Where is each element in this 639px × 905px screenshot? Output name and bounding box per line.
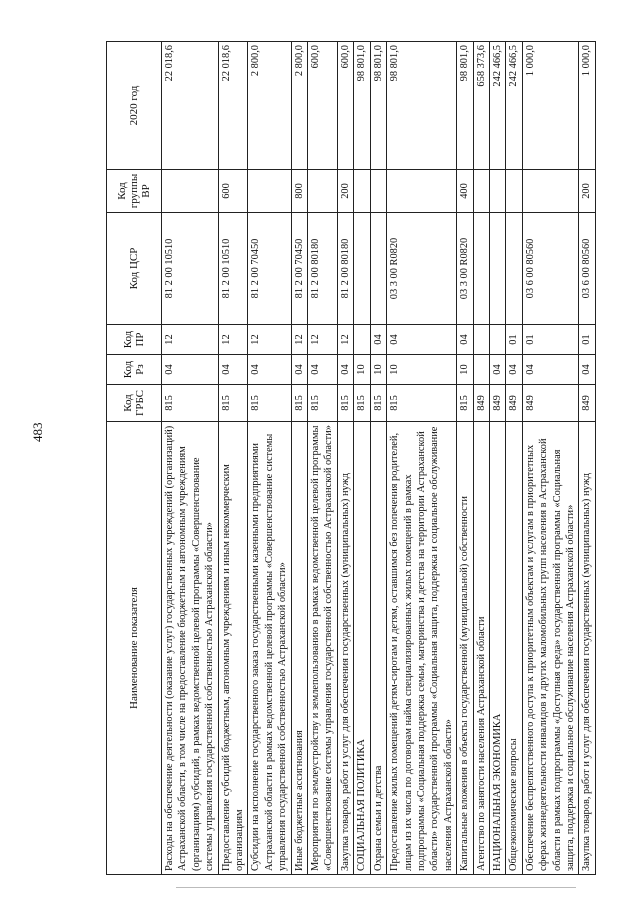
cell-rz: 04	[579, 355, 595, 385]
cell-rz: 04	[162, 355, 219, 385]
cell-name: Общеэкономические вопросы	[506, 422, 522, 875]
cell-grbs: 815	[370, 385, 386, 422]
cell-name: Обеспечение беспрепятственного доступа к приоритетным объектам и услугам в приоритетных сферах жизнедеятельности инвалидов и других маломобильных групп населения в Астраханской области в рамках подпрограммы «Доступная среда» государственной программы «Социальная защита, поддержка и социальное обслуживание населения Астраханской области»	[522, 422, 579, 875]
cell-vr	[248, 170, 291, 213]
cell-amount: 22 018,6	[218, 42, 248, 170]
header-name: Наименование показателя	[107, 422, 162, 875]
cell-pr: 12	[308, 325, 338, 355]
cell-amount: 600,0	[337, 42, 353, 170]
cell-grbs: 815	[387, 385, 457, 422]
cell-rz: 04	[522, 355, 579, 385]
cell-vr: 400	[457, 170, 473, 213]
cell-pr: 12	[248, 325, 291, 355]
cell-grbs: 849	[473, 385, 489, 422]
cell-grbs: 815	[354, 385, 370, 422]
cell-csr: 81 2 00 70450	[248, 213, 291, 325]
cell-csr	[506, 213, 522, 325]
cell-csr: 81 2 00 80180	[308, 213, 338, 325]
cell-vr	[506, 170, 522, 213]
cell-rz: 04	[489, 355, 505, 385]
cell-name: Закупка товаров, работ и услуг для обеспечения государственных (муниципальных) нужд	[337, 422, 353, 875]
cell-vr: 200	[579, 170, 595, 213]
cell-name: Расходы на обеспечение деятельности (оказание услуг) государственных учреждений (организаций) Астраханской области, в том числе на предоставление бюджетным и автономным учреждениям (организациям) субсидий, в рамках ведомственной целевой программы «Совершенствование системы управления государственной собственностью Астраханской области»	[162, 422, 219, 875]
cell-amount: 658 373,6	[473, 42, 489, 170]
cell-rz: 04	[291, 355, 307, 385]
cell-name: Субсидии на исполнение государственного заказа государственными казенными предприятиями Астраханской области в рамках ведомственной целевой программы «Совершенствование системы управления государственной собственностью Астраханской области»	[248, 422, 291, 875]
cell-csr	[370, 213, 386, 325]
cell-amount: 242 466,5	[489, 42, 505, 170]
cell-csr: 81 2 00 80180	[337, 213, 353, 325]
cell-pr	[489, 325, 505, 355]
cell-name: НАЦИОНАЛЬНАЯ ЭКОНОМИКА	[489, 422, 505, 875]
cell-grbs: 815	[162, 385, 219, 422]
cell-vr	[162, 170, 219, 213]
cell-csr: 03 6 00 80560	[522, 213, 579, 325]
cell-rz: 04	[218, 355, 248, 385]
cell-amount: 1 000,0	[579, 42, 595, 170]
cell-amount: 22 018,6	[162, 42, 219, 170]
cell-name: Предоставление субсидий бюджетным, автономным учреждениям и иным некоммерческим организациям	[218, 422, 248, 875]
cell-name: Капитальные вложения в объекты государственной (муниципальной) собственности	[457, 422, 473, 875]
cell-grbs: 815	[248, 385, 291, 422]
header-csr: Код ЦСР	[107, 213, 162, 325]
cell-grbs: 815	[308, 385, 338, 422]
cell-csr: 81 2 00 10510	[218, 213, 248, 325]
cell-csr: 03 3 00 R0820	[387, 213, 457, 325]
table-row	[473, 42, 489, 875]
cell-pr: 01	[579, 325, 595, 355]
cell-vr	[387, 170, 457, 213]
cell-csr	[473, 213, 489, 325]
cell-name: Мероприятия по землеустройству и землепользованию в рамках ведомственной целевой программы «Совершенствование системы управления государственной собственностью Астраханской области»	[308, 422, 338, 875]
cell-amount: 242 466,5	[506, 42, 522, 170]
cell-name: Агентство по занятости населения Астраханской области	[473, 422, 489, 875]
cell-csr: 03 6 00 80560	[579, 213, 595, 325]
cell-pr	[354, 325, 370, 355]
cell-amount: 1 000,0	[522, 42, 579, 170]
cell-name: Закупка товаров, работ и услуг для обеспечения государственных (муниципальных) нужд	[579, 422, 595, 875]
table-row	[162, 42, 219, 875]
cell-pr: 01	[506, 325, 522, 355]
cell-rz: 10	[387, 355, 457, 385]
header-year: 2020 год	[107, 42, 162, 170]
cell-rz: 10	[354, 355, 370, 385]
cell-grbs: 815	[291, 385, 307, 422]
table-row	[337, 42, 353, 875]
cell-pr	[473, 325, 489, 355]
cell-vr	[308, 170, 338, 213]
cell-amount: 98 801,0	[370, 42, 386, 170]
cell-grbs: 849	[506, 385, 522, 422]
table-row	[370, 42, 386, 875]
cell-rz: 04	[337, 355, 353, 385]
cell-grbs: 815	[337, 385, 353, 422]
cell-csr: 81 2 00 70450	[291, 213, 307, 325]
cell-grbs: 849	[522, 385, 579, 422]
cell-amount: 2 800,0	[248, 42, 291, 170]
table-row	[387, 42, 457, 875]
cell-pr: 04	[387, 325, 457, 355]
table-row	[308, 42, 338, 875]
cell-pr: 12	[337, 325, 353, 355]
cell-grbs: 849	[579, 385, 595, 422]
header-row	[107, 42, 162, 875]
cell-csr	[489, 213, 505, 325]
cell-amount: 2 800,0	[291, 42, 307, 170]
header-rz: Код Рз	[107, 355, 162, 385]
cell-amount: 98 801,0	[387, 42, 457, 170]
table-row	[506, 42, 522, 875]
table-row	[291, 42, 307, 875]
cell-pr: 04	[370, 325, 386, 355]
cell-vr	[522, 170, 579, 213]
page-bottom-rule	[176, 887, 576, 888]
cell-amount: 98 801,0	[354, 42, 370, 170]
cell-name: Охрана семьи и детства	[370, 422, 386, 875]
cell-rz: 04	[506, 355, 522, 385]
table-row	[489, 42, 505, 875]
header-pr: Код ПР	[107, 325, 162, 355]
cell-pr: 12	[218, 325, 248, 355]
cell-name: СОЦИАЛЬНАЯ ПОЛИТИКА	[354, 422, 370, 875]
cell-rz: 10	[457, 355, 473, 385]
table-row	[218, 42, 248, 875]
cell-pr: 04	[457, 325, 473, 355]
cell-vr: 800	[291, 170, 307, 213]
cell-name: Предоставление жилых помещений детям-сиротам и детям, оставшимся без попечения родителей, лицам из их числа по договорам найма специализированных жилых помещений в рамках подпрограммы «Социальная поддержка семьи, материнства и детства на территории Астраханской области» государственной программы «Социальная защита, поддержка и социальное обслуживание населения Астраханской области»	[387, 422, 457, 875]
cell-rz: 04	[248, 355, 291, 385]
cell-pr: 01	[522, 325, 579, 355]
table-row	[579, 42, 595, 875]
cell-pr: 12	[162, 325, 219, 355]
cell-csr: 03 3 00 R0820	[457, 213, 473, 325]
cell-grbs: 815	[457, 385, 473, 422]
cell-name: Иные бюджетные ассигнования	[291, 422, 307, 875]
table-row	[522, 42, 579, 875]
cell-vr	[473, 170, 489, 213]
cell-amount: 600,0	[308, 42, 338, 170]
cell-amount: 98 801,0	[457, 42, 473, 170]
cell-vr	[489, 170, 505, 213]
cell-csr: 81 2 00 10510	[162, 213, 219, 325]
cell-vr	[354, 170, 370, 213]
cell-rz: 10	[370, 355, 386, 385]
cell-grbs: 849	[489, 385, 505, 422]
table-row	[354, 42, 370, 875]
cell-rz	[473, 355, 489, 385]
header-vr: Код группы ВР	[107, 170, 162, 213]
cell-grbs: 815	[218, 385, 248, 422]
cell-vr: 200	[337, 170, 353, 213]
budget-table	[106, 41, 596, 875]
cell-rz: 04	[308, 355, 338, 385]
table-row	[457, 42, 473, 875]
cell-vr: 600	[218, 170, 248, 213]
cell-pr: 12	[291, 325, 307, 355]
page-number: 483	[30, 422, 45, 442]
rotated-table-container	[106, 42, 631, 875]
table-row	[248, 42, 291, 875]
cell-vr	[370, 170, 386, 213]
header-grbs: Код ГРБС	[107, 385, 162, 422]
cell-csr	[354, 213, 370, 325]
